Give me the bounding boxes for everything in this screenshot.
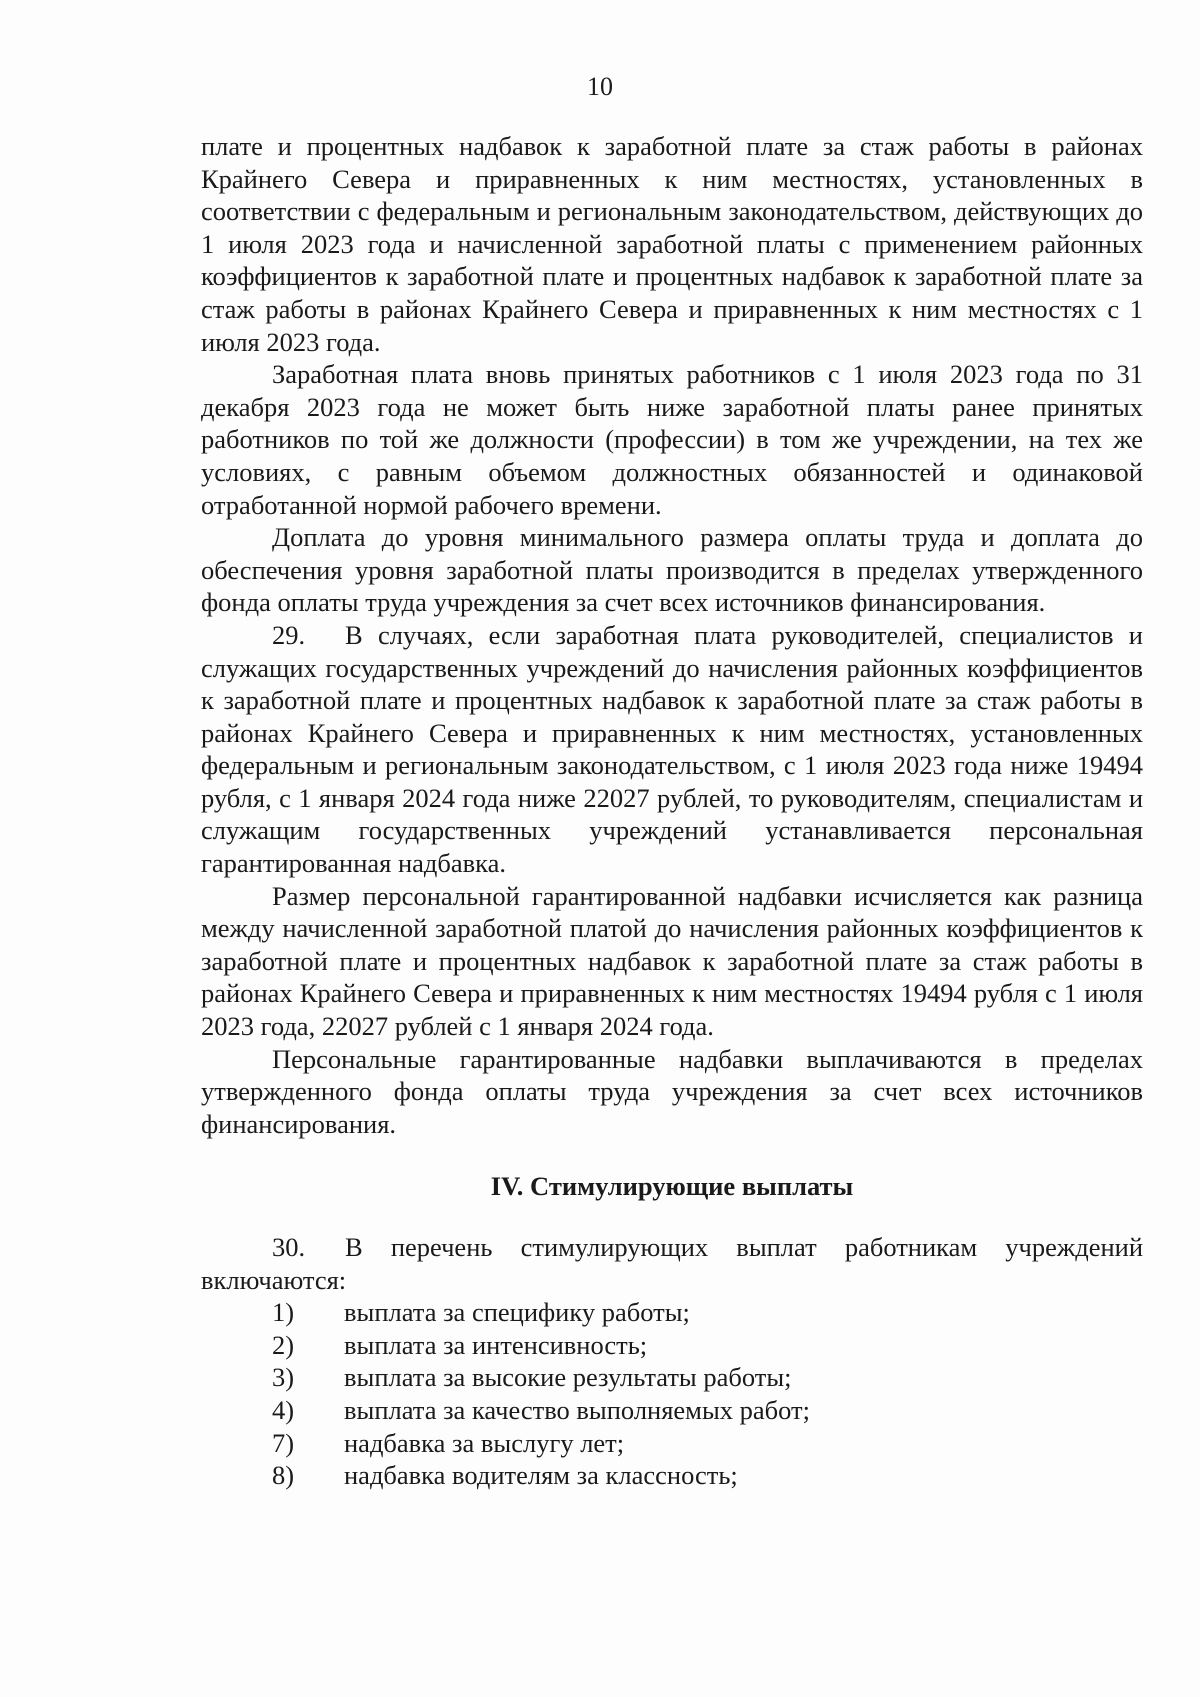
list-item: 7) надбавка за выслугу лет;: [272, 1427, 625, 1458]
clause-text-29: В случаях, если заработная плата руководителей, специалистов и служащих государственных учреждений до начисления районных коэффициентов к заработной плате и процентных надбавок к заработной плате за стаж работы в районах Крайнего Севера и приравненных к ним местностях, установленных федеральным и региональным законодательством, с 1 июля 2023 года ниже 19494 рубля, с 1 января 2024 года ниже 22027 рублей, то руководителям, специалистам и служащим государственных учреждений устанавливается персональная гарантированная надбавка.: [201, 619, 1143, 879]
section-heading: IV. Стимулирующие выплаты: [490, 1171, 854, 1202]
paragraph-1: плате и процентных надбавок к заработной плате за стаж работы в районах Крайнего Севера и приравненных к ним местностях, установленных в соответствии с федеральным и региональным законодательством, действующих до 1 июля 2023 года и начисленной заработной платы с применением районных коэффициентов к заработной плате и процентных надбавок к заработной плате за стаж работы в районах Крайнего Севера и приравненных к ним местностях с 1 июля 2023 года.: [201, 131, 1143, 357]
list-item: 4) выплата за качество выполняемых работ;: [272, 1394, 810, 1425]
clause-number-30: 30.: [272, 1232, 306, 1262]
paragraph-3: Доплата до уровня минимального размера оплаты труда и доплата до обеспечения уровня заработной платы производится в пределах утвержденного фонда оплаты труда учреждения за счет всех источников финансирования.: [201, 522, 1143, 618]
payments-list: [201, 1296, 1143, 1492]
page-number: 10: [587, 72, 613, 101]
paragraph-2: Заработная плата вновь принятых работников с 1 июля 2023 года по 31 декабря 2023 года не может быть ниже заработной платы ранее принятых работников по той же должности (профессии) в том же учреждении, на тех же условиях, с равным объемом должностных обязанностей и одинаковой отработанной нормой рабочего времени.: [201, 359, 1143, 520]
paragraph-5: Размер персональной гарантированной надбавки исчисляется как разница между начисленной заработной платой до начисления районных коэффициентов к заработной плате и процентных надбавок к заработной плате за стаж работы в районах Крайнего Севера и приравненных к ним местностях 19494 рубля с 1 июля 2023 года, 22027 рублей с 1 января 2024 года.: [201, 880, 1143, 1042]
list-item: 1) выплата за специфику работы;: [272, 1297, 690, 1328]
list-item: 3) выплата за высокие результаты работы;: [272, 1362, 792, 1393]
document-body: [201, 130, 1143, 1492]
clause-number-29: 29.: [272, 619, 306, 650]
list-item: 8) надбавка водителям за классность;: [272, 1460, 738, 1491]
list-item: 2) выплата за интенсивность;: [272, 1329, 648, 1360]
paragraph-29: [201, 619, 1143, 880]
paragraph-6: Персональные гарантированные надбавки выплачиваются в пределах утвержденного фонда оплаты труда учреждения за счет всех источников финансирования.: [201, 1043, 1143, 1139]
paragraph-30: [201, 1231, 1143, 1296]
clause-text-30: В перечень стимулирующих выплат работникам учреждений включаются:: [201, 1232, 1143, 1295]
